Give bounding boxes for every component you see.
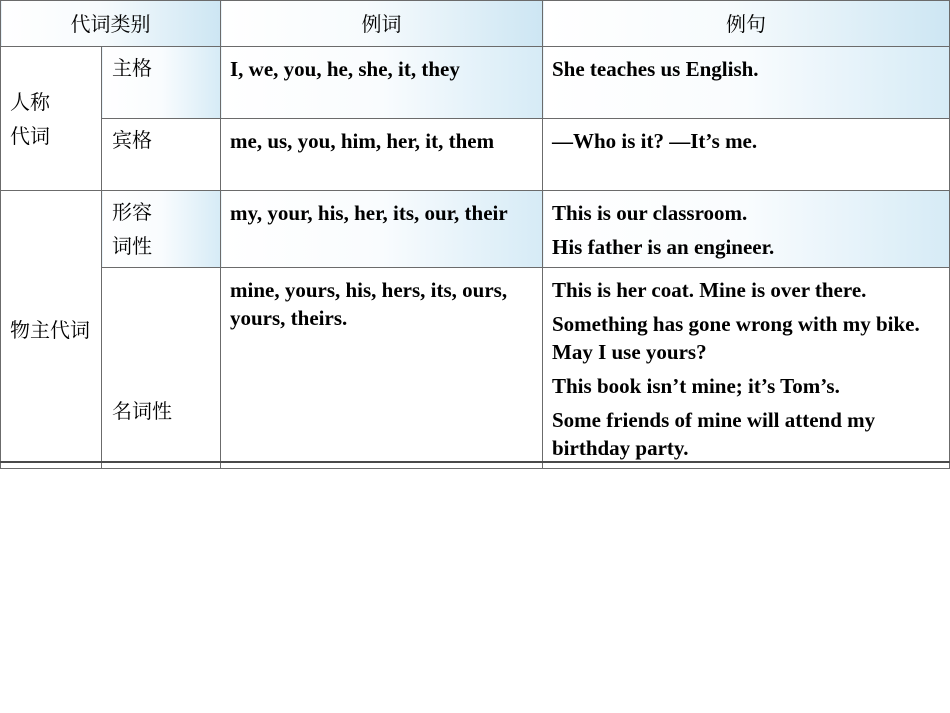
category-line: 代词 xyxy=(10,123,50,148)
examples-cell-subject xyxy=(543,47,950,119)
header-row xyxy=(1,1,950,47)
table-row xyxy=(1,47,950,119)
case-label: 宾格 xyxy=(112,128,152,152)
category-label: 物主代词 xyxy=(10,317,90,342)
words-cell-object xyxy=(221,119,543,191)
table-bottom-rule xyxy=(0,461,950,463)
possessive-pronoun-category xyxy=(1,191,102,469)
form-label: 名词性 xyxy=(112,399,172,423)
example-sentence: Some friends of mine will attend my birthday party. xyxy=(552,408,876,460)
form-line: 词性 xyxy=(112,234,152,258)
header-example-sentences-label: 例句 xyxy=(726,11,766,36)
examples-cell-object xyxy=(543,119,950,191)
category-line: 人称 xyxy=(10,89,50,114)
words-text: mine, yours, his, hers, its, ours, yours, theirs. xyxy=(230,278,508,330)
example-sentence: This book isn’t mine; it’s Tom’s. xyxy=(552,374,840,398)
example-sentence: His father is an engineer. xyxy=(552,235,775,259)
words-cell-adjectival xyxy=(221,191,543,268)
words-cell-subject xyxy=(221,47,543,119)
form-cell-adjectival xyxy=(102,191,221,268)
case-cell-subject xyxy=(102,47,221,119)
header-example-sentences xyxy=(543,1,950,47)
header-example-words xyxy=(221,1,543,47)
header-example-words-label: 例词 xyxy=(361,11,402,36)
table-row xyxy=(1,191,950,268)
case-cell-object xyxy=(102,119,221,191)
personal-pronoun-category xyxy=(1,47,102,191)
words-cell-nominal xyxy=(221,268,543,469)
examples-cell-adjectival xyxy=(543,191,950,268)
example-sentence: —Who is it? —It’s me. xyxy=(552,129,758,153)
form-line: 形容 xyxy=(112,200,152,224)
form-cell-nominal xyxy=(102,268,221,469)
words-text: I, we, you, he, she, it, they xyxy=(230,57,460,81)
table-row xyxy=(1,268,950,469)
table-row xyxy=(1,119,950,191)
example-sentence: Something has gone wrong with my bike. May I use yours? xyxy=(552,312,920,364)
examples-cell-nominal xyxy=(543,268,950,469)
example-sentence: She teaches us English. xyxy=(552,57,759,81)
example-sentence: This is her coat. Mine is over there. xyxy=(552,278,867,302)
header-category-label: 代词类别 xyxy=(70,11,151,36)
example-sentence: This is our classroom. xyxy=(552,201,748,225)
header-category xyxy=(1,1,221,47)
case-label: 主格 xyxy=(112,56,152,80)
words-text: me, us, you, him, her, it, them xyxy=(230,129,495,153)
words-text: my, your, his, her, its, our, their xyxy=(230,201,508,225)
